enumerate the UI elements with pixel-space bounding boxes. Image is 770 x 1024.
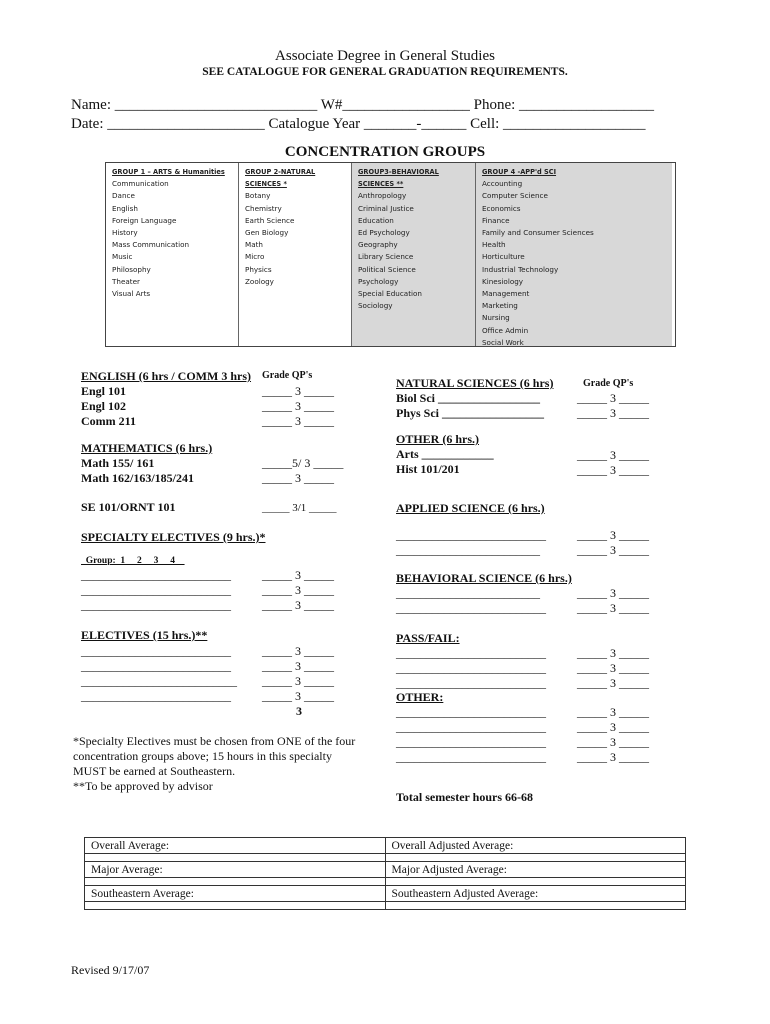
electives-heading: ELECTIVES (15 hrs.)**	[81, 628, 208, 642]
group-item: Family and Consumer Sciences	[482, 228, 594, 238]
blank-line[interactable]: ________________________	[396, 543, 540, 557]
student-info-line-2[interactable]: Date: _____________________ Catalogue Year _______-______ Cell: ___________________	[71, 116, 646, 132]
group-item: Anthropology	[358, 191, 407, 201]
blank-line[interactable]: _________________________	[81, 659, 231, 673]
group-item: History	[112, 228, 138, 238]
other-heading: OTHER (6 hrs.)	[396, 432, 480, 446]
course-label: SE 101/ORNT 101	[81, 500, 176, 514]
group-2-heading: GROUP 2-NATURAL SCIENCES *	[245, 168, 316, 189]
grade-field[interactable]: _____ 3 _____	[577, 406, 649, 420]
blank-line[interactable]: ________________________	[396, 586, 540, 600]
blank-line[interactable]: _________________________	[396, 750, 546, 764]
grade-field[interactable]: _____ 3 _____	[577, 601, 649, 615]
group-2-column	[239, 163, 352, 346]
major-average-cell[interactable]: Major Average:	[85, 862, 386, 878]
group-item: Mass Communication	[112, 240, 190, 250]
credit-hours: 3	[296, 704, 302, 718]
group-item: Management	[482, 289, 530, 299]
course-label: Engl 101	[81, 384, 127, 398]
group-1-heading: GROUP 1 – ARTS & Humanities	[112, 168, 225, 176]
math-heading: MATHEMATICS (6 hrs.)	[81, 441, 213, 455]
group-item: Ed Psychology	[358, 228, 410, 238]
group-item: Computer Science	[482, 191, 548, 201]
group-item: Dance	[112, 191, 135, 201]
group-item: Music	[112, 252, 133, 262]
major-adjusted-average-cell[interactable]: Major Adjusted Average:	[385, 862, 686, 878]
group-item: Physics	[245, 264, 272, 274]
english-heading: ENGLISH (6 hrs / COMM 3 hrs)	[81, 369, 252, 383]
southeastern-adjusted-average-cell[interactable]: Southeastern Adjusted Average:	[385, 886, 686, 902]
total-hours: Total semester hours 66-68	[396, 790, 533, 804]
blank-line[interactable]: _________________________	[396, 735, 546, 749]
group-item: Theater	[112, 276, 140, 286]
group-item: Geography	[358, 240, 398, 250]
group-item: Education	[358, 215, 394, 225]
course-label: Math 155/ 161	[81, 456, 155, 470]
group-item: Finance	[482, 215, 510, 225]
footnote-line: *Specialty Electives must be chosen from ONE of the four	[73, 734, 356, 748]
group-item: Micro	[245, 252, 265, 262]
grade-field[interactable]: _____ 3 _____	[577, 661, 649, 675]
group-item: Botany	[245, 191, 271, 201]
grade-field[interactable]: _____ 3 _____	[577, 528, 649, 542]
grade-field[interactable]: _____ 3 _____	[262, 471, 334, 485]
averages-table	[84, 837, 686, 910]
group-item: Library Science	[358, 252, 414, 262]
group-item: Nursing	[482, 313, 510, 323]
spacer-cell	[385, 854, 686, 862]
group-item: Chemistry	[245, 203, 282, 213]
grade-field[interactable]: _____ 3 _____	[262, 689, 334, 703]
grade-field[interactable]: _____ 3 _____	[577, 646, 649, 660]
footnote-line: **To be approved by advisor	[73, 779, 213, 793]
grade-field[interactable]: _____ 3 _____	[262, 399, 334, 413]
grade-field[interactable]: _____ 3 _____	[577, 391, 649, 405]
blank-line[interactable]: _________________________	[396, 646, 546, 660]
group-item: Marketing	[482, 301, 518, 311]
course-label: Hist 101/201	[396, 462, 460, 476]
blank-line[interactable]: _________________________	[81, 583, 231, 597]
overall-adjusted-average-cell[interactable]: Overall Adjusted Average:	[385, 838, 686, 854]
group-item: Earth Science	[245, 215, 295, 225]
course-label: Math 162/163/185/241	[81, 471, 194, 485]
grade-field[interactable]: _____ 3 _____	[262, 644, 334, 658]
group-3-column	[352, 163, 476, 346]
group-item: Sociology	[358, 301, 393, 311]
footnote-line: concentration groups above; 15 hours in this specialty	[73, 749, 332, 763]
group-item: English	[112, 203, 138, 213]
group-item: Economics	[482, 203, 521, 213]
grade-field[interactable]: _____ 3 _____	[577, 448, 649, 462]
blank-line[interactable]: _________________________	[81, 644, 231, 658]
grade-field[interactable]: _____ 3 _____	[577, 720, 649, 734]
group-4-heading: GROUP 4 -APP'd SCI	[482, 168, 557, 176]
grade-field[interactable]: _____ 3 _____	[262, 583, 334, 597]
grade-field[interactable]: _____ 3 _____	[577, 705, 649, 719]
group-item: Philosophy	[112, 264, 151, 274]
course-field[interactable]: Arts ____________	[396, 447, 494, 461]
course-field[interactable]: Biol Sci _________________	[396, 391, 541, 405]
course-field[interactable]: Phys Sci _________________	[396, 406, 545, 420]
group-item: Office Admin	[482, 325, 529, 335]
southeastern-average-cell[interactable]: Southeastern Average:	[85, 886, 386, 902]
group-1-column	[106, 163, 239, 346]
grade-field[interactable]: _____ 3 _____	[577, 586, 649, 600]
spacer-cell	[85, 854, 386, 862]
blank-line[interactable]: __________________________	[81, 674, 237, 688]
group-item: Zoology	[245, 276, 274, 286]
grade-field[interactable]: _____ 3 _____	[262, 384, 334, 398]
behavioral-science-heading: BEHAVIORAL SCIENCE (6 hrs.)	[396, 571, 572, 585]
student-info-line-1[interactable]: Name: ___________________________ W#_________________ Phone: __________________	[71, 97, 655, 113]
specialty-electives-heading: SPECIALTY ELECTIVES (9 hrs.)*	[81, 530, 266, 544]
blank-line[interactable]: _________________________	[396, 601, 546, 615]
blank-line[interactable]: _________________________	[81, 689, 231, 703]
blank-line[interactable]: _________________________	[81, 598, 231, 612]
blank-line[interactable]: _________________________	[396, 528, 546, 542]
applied-science-heading: APPLIED SCIENCE (6 hrs.)	[396, 501, 545, 515]
natural-sciences-heading: NATURAL SCIENCES (6 hrs)	[396, 376, 554, 390]
overall-average-cell[interactable]: Overall Average:	[85, 838, 386, 854]
group-item: Accounting	[482, 179, 523, 189]
group-item: Horticulture	[482, 252, 525, 262]
group-item: Political Science	[358, 264, 416, 274]
grade-field[interactable]: _____ 3 _____	[577, 750, 649, 764]
concentration-groups-table	[105, 162, 676, 347]
grade-field[interactable]: _____ 3 _____	[262, 414, 334, 428]
grade-qp-label: Grade QP's	[262, 370, 313, 381]
grade-field[interactable]: _____ 3 _____	[577, 676, 649, 690]
group-item: Health	[482, 240, 506, 250]
blank-line[interactable]: _________________________	[81, 568, 231, 582]
revision-date: Revised 9/17/07	[71, 963, 150, 977]
grade-field[interactable]: _____ 3/1 _____	[262, 502, 337, 514]
document-subtitle: SEE CATALOGUE FOR GENERAL GRADUATION REQUIREMENTS.	[202, 66, 568, 78]
group-4-column	[476, 163, 672, 346]
grade-qp-label: Grade QP's	[583, 378, 634, 389]
grade-field[interactable]: _____ 3 _____	[577, 543, 649, 557]
grade-field[interactable]: _____ 3 _____	[262, 674, 334, 688]
spacer-cell	[85, 878, 386, 886]
blank-line[interactable]: _________________________	[396, 676, 546, 690]
grade-field[interactable]: _____ 3 _____	[577, 463, 649, 477]
blank-line[interactable]: _________________________	[396, 705, 546, 719]
blank-line[interactable]: _________________________	[396, 720, 546, 734]
group-selector[interactable]: Group: 1 2 3 4	[81, 556, 185, 566]
blank-line[interactable]: _________________________	[396, 661, 546, 675]
course-label: Engl 102	[81, 399, 127, 413]
group-item: Foreign Language	[112, 215, 177, 225]
course-label: Comm 211	[81, 414, 136, 428]
spacer-cell	[385, 902, 686, 910]
concentration-groups-title: CONCENTRATION GROUPS	[284, 144, 486, 160]
group-item: Gen Biology	[245, 228, 289, 238]
group-item: Psychology	[358, 276, 399, 286]
grade-field[interactable]: _____ 3 _____	[577, 735, 649, 749]
pass-fail-heading: PASS/FAIL:	[396, 631, 460, 645]
group-item: Communication	[112, 179, 169, 189]
grade-field[interactable]: _____ 3 _____	[262, 659, 334, 673]
spacer-cell	[85, 902, 386, 910]
other-2-heading: OTHER:	[396, 690, 444, 704]
group-3-heading: GROUP3-BEHAVIORAL SCIENCES **	[358, 168, 439, 189]
grade-field[interactable]: _____ 3 _____	[262, 568, 334, 582]
grade-field[interactable]: _____ 3 _____	[262, 598, 334, 612]
group-item: Kinesiology	[482, 276, 524, 286]
group-item: Criminal Justice	[358, 203, 414, 213]
group-item: Visual Arts	[112, 289, 151, 299]
footnote-line: MUST be earned at Southeastern.	[73, 764, 236, 778]
grade-field[interactable]: _____5/ 3 _____	[262, 456, 344, 470]
group-item: Math	[245, 240, 263, 250]
spacer-cell	[385, 878, 686, 886]
group-item: Social Work	[482, 337, 524, 347]
document-title: Associate Degree in General Studies	[275, 48, 495, 64]
group-item: Special Education	[358, 289, 422, 299]
group-item: Industrial Technology	[482, 264, 559, 274]
